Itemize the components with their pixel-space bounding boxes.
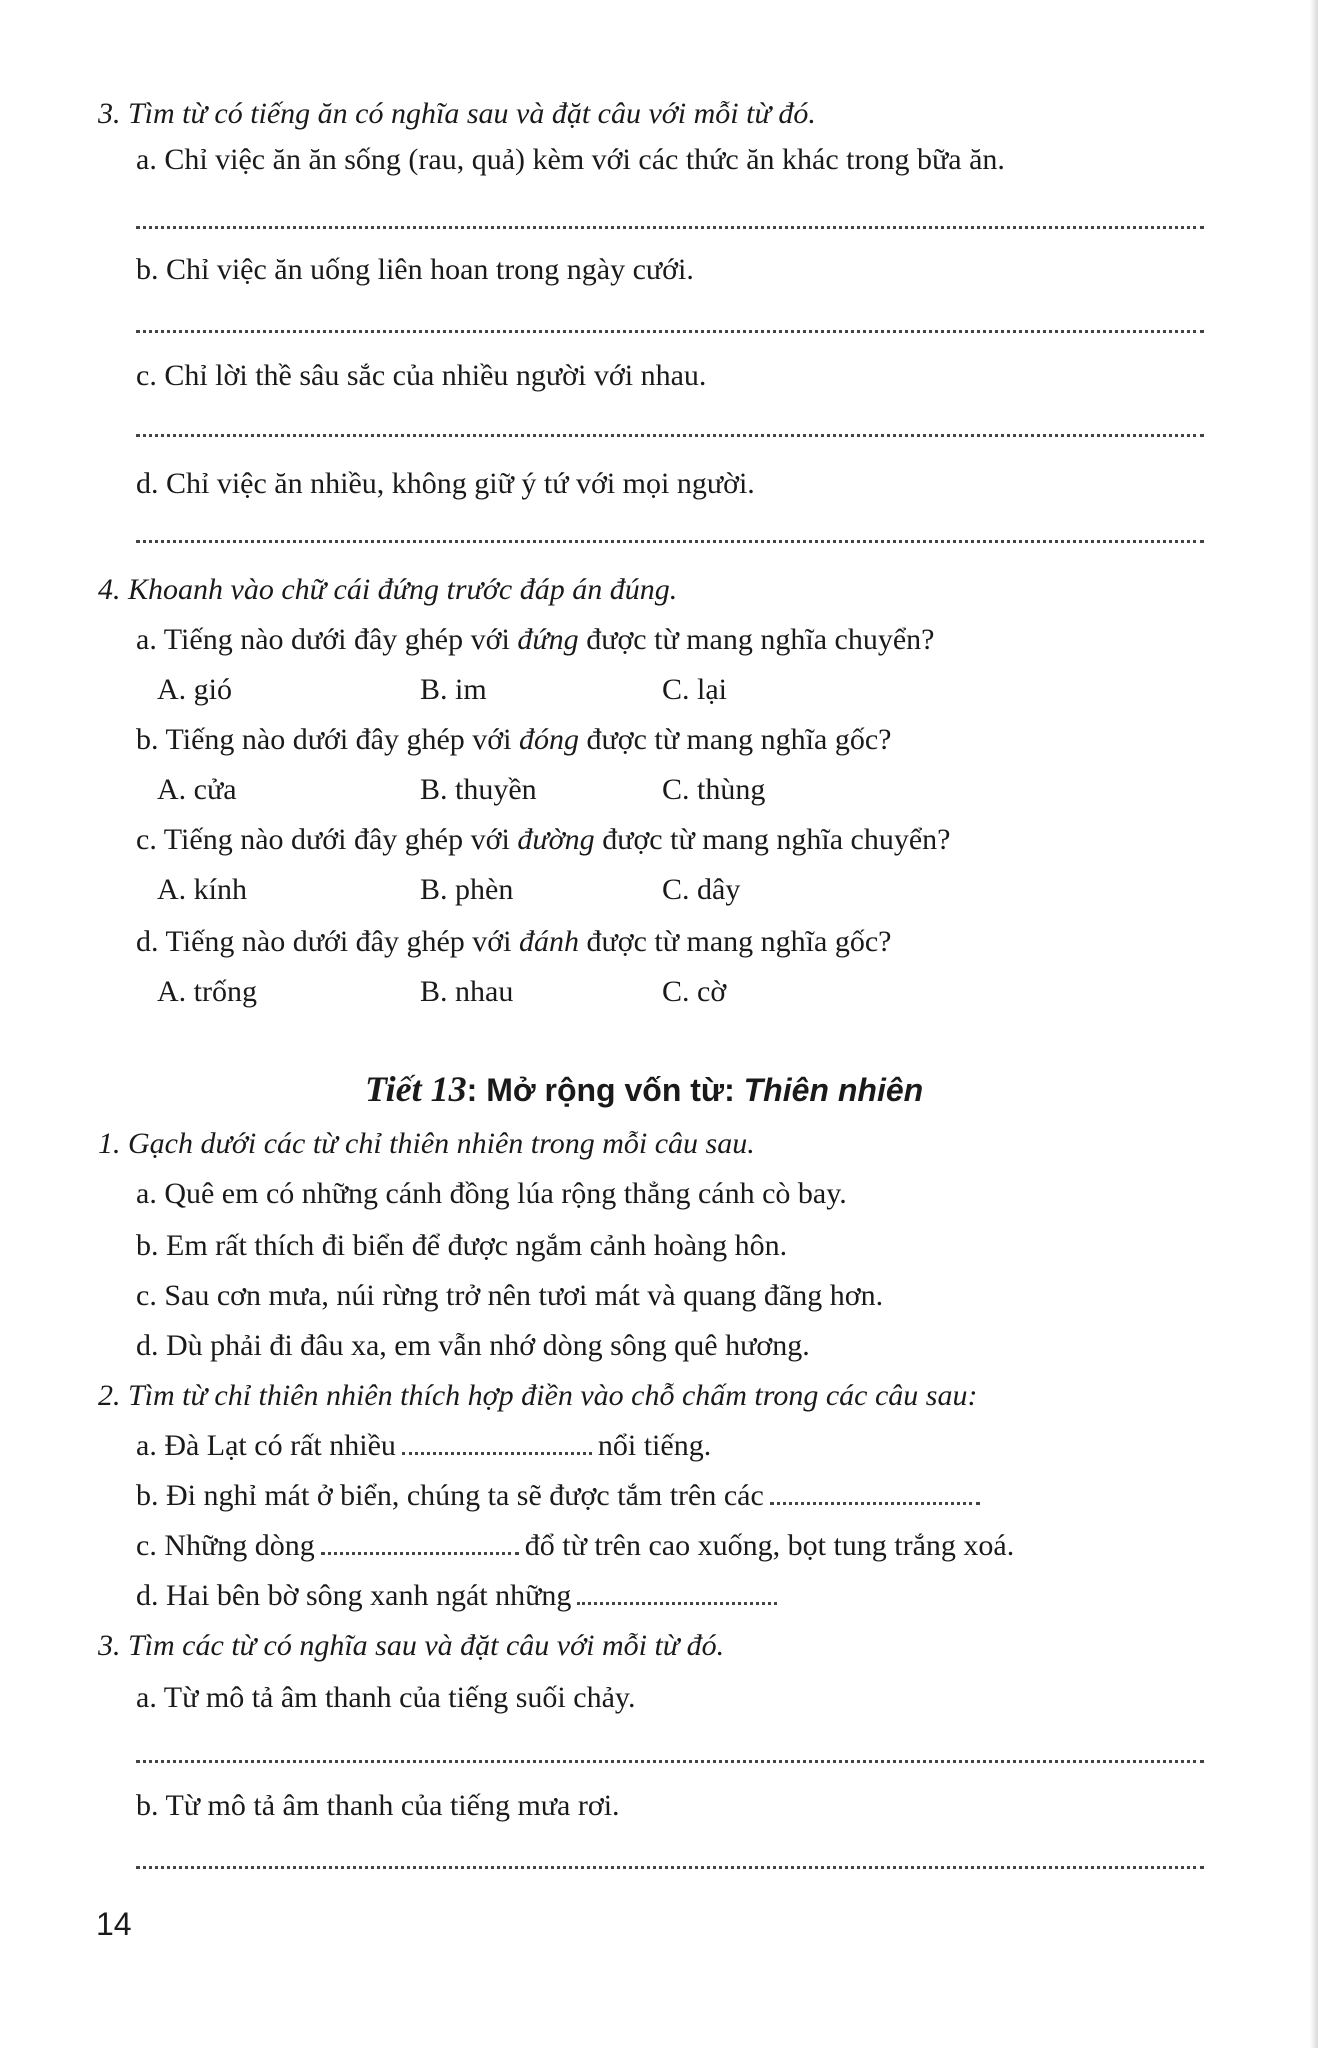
exercise-2-item-c (136, 1528, 1014, 1564)
exercise-1-prompt: 1. Gạch dưới các từ chỉ thiên nhiên trong mỗi câu sau. (98, 1127, 755, 1160)
exercise-3-prompt: 3. Tìm từ có tiếng ăn có nghĩa sau và đặt câu với mỗi từ đó. (98, 97, 816, 130)
item-text: được từ mang nghĩa gốc? (578, 723, 892, 756)
page-number: 14 (96, 1906, 132, 1942)
answer-line[interactable] (136, 226, 1204, 229)
choice-row (0, 872, 1318, 912)
fill-blank[interactable] (402, 1428, 592, 1455)
choice-option-c[interactable]: C. cờ (662, 975, 727, 1008)
exercise-3b-item-a: a. Từ mô tả âm thanh của tiếng suối chảy. (136, 1681, 636, 1714)
exercise-1-item-b: b. Em rất thích đi biển để được ngắm cảnh hoàng hôn. (136, 1229, 788, 1262)
exercise-4-item-a (136, 622, 934, 658)
exercise-4-item-d (136, 924, 891, 960)
choice-option-b[interactable]: B. phèn (420, 873, 514, 906)
answer-line[interactable] (136, 540, 1204, 543)
exercise-1-item-d: d. Dù phải đi đâu xa, em vẫn nhớ dòng sông quê hương. (136, 1329, 810, 1362)
item-text: nổi tiếng. (597, 1429, 712, 1462)
item-keyword: đường (517, 823, 595, 856)
item-keyword: đóng (518, 723, 579, 756)
exercise-1-item-c: c. Sau cơn mưa, núi rừng trở nên tươi mát và quang đãng hơn. (136, 1279, 884, 1312)
item-keyword: đánh (518, 925, 579, 958)
choice-row (0, 672, 1318, 712)
item-text: được từ mang nghĩa chuyển? (578, 623, 935, 656)
item-text: b. Tiếng nào dưới đây ghép với (136, 723, 519, 756)
item-text: được từ mang nghĩa chuyển? (594, 823, 951, 856)
lesson-title: Mở rộng vốn từ: (486, 1072, 744, 1108)
answer-line[interactable] (136, 1760, 1204, 1763)
exercise-4-item-b (136, 722, 891, 758)
choice-option-a[interactable]: A. kính (157, 873, 247, 906)
item-text: c. Tiếng nào dưới đây ghép với (136, 823, 518, 856)
fill-blank[interactable] (577, 1578, 777, 1605)
choice-row (0, 974, 1318, 1014)
choice-option-b[interactable]: B. im (420, 673, 487, 706)
exercise-1-item-a: a. Quê em có những cánh đồng lúa rộng thẳng cánh cò bay. (136, 1177, 847, 1210)
item-text: c. Những dòng (136, 1529, 315, 1562)
exercise-3b-item-b: b. Từ mô tả âm thanh của tiếng mưa rơi. (136, 1789, 620, 1822)
exercise-2-item-b (136, 1478, 986, 1514)
exercise-3-item-c: c. Chỉ lời thề sâu sắc của nhiều người với nhau. (136, 359, 707, 392)
exercise-4-prompt: 4. Khoanh vào chữ cái đứng trước đáp án đúng. (98, 573, 678, 606)
choice-option-b[interactable]: B. thuyền (420, 773, 537, 806)
item-text: được từ mang nghĩa gốc? (578, 925, 892, 958)
answer-line[interactable] (136, 434, 1204, 437)
item-keyword: đứng (517, 623, 579, 656)
lesson-topic: Thiên nhiên (743, 1072, 924, 1108)
choice-option-c[interactable]: C. lại (662, 673, 727, 706)
lesson-heading (365, 1068, 923, 1111)
item-text: a. Tiếng nào dưới đây ghép với (136, 623, 518, 656)
fill-blank[interactable] (321, 1528, 519, 1555)
item-text: d. Tiếng nào dưới đây ghép với (136, 925, 519, 958)
exercise-3-item-b: b. Chỉ việc ăn uống liên hoan trong ngày cưới. (136, 253, 694, 286)
exercise-3-item-d: d. Chỉ việc ăn nhiều, không giữ ý tứ với mọi người. (136, 467, 755, 500)
exercise-2-prompt: 2. Tìm từ chỉ thiên nhiên thích hợp điền vào chỗ chấm trong các câu sau: (98, 1379, 978, 1412)
item-text: b. Đi nghỉ mát ở biển, chúng ta sẽ được tắm trên các (136, 1479, 764, 1512)
choice-option-a[interactable]: A. gió (157, 673, 232, 706)
choice-row (0, 772, 1318, 812)
answer-line[interactable] (136, 1866, 1204, 1869)
exercise-4-item-c (136, 822, 950, 858)
exercise-2-item-a (136, 1428, 711, 1464)
choice-option-c[interactable]: C. thùng (662, 773, 766, 806)
exercise-3-item-a: a. Chỉ việc ăn ăn sống (rau, quả) kèm với các thức ăn khác trong bữa ăn. (136, 143, 1005, 176)
page-edge-shadow (1310, 0, 1318, 2048)
choice-option-a[interactable]: A. trống (157, 975, 257, 1008)
lesson-label: Tiết 13 (365, 1069, 467, 1109)
exercise-3b-prompt: 3. Tìm các từ có nghĩa sau và đặt câu với mỗi từ đó. (98, 1629, 725, 1662)
choice-option-b[interactable]: B. nhau (420, 975, 514, 1008)
exercise-2-item-d (136, 1578, 783, 1614)
item-text: đổ từ trên cao xuống, bọt tung trắng xoá. (524, 1529, 1015, 1562)
item-text: d. Hai bên bờ sông xanh ngát những (136, 1579, 572, 1612)
choice-option-c[interactable]: C. dây (662, 873, 741, 906)
lesson-colon: : (466, 1072, 487, 1108)
answer-line[interactable] (136, 330, 1204, 333)
item-text: a. Đà Lạt có rất nhiều (136, 1429, 396, 1462)
fill-blank[interactable] (770, 1478, 980, 1505)
choice-option-a[interactable]: A. cửa (157, 773, 237, 806)
